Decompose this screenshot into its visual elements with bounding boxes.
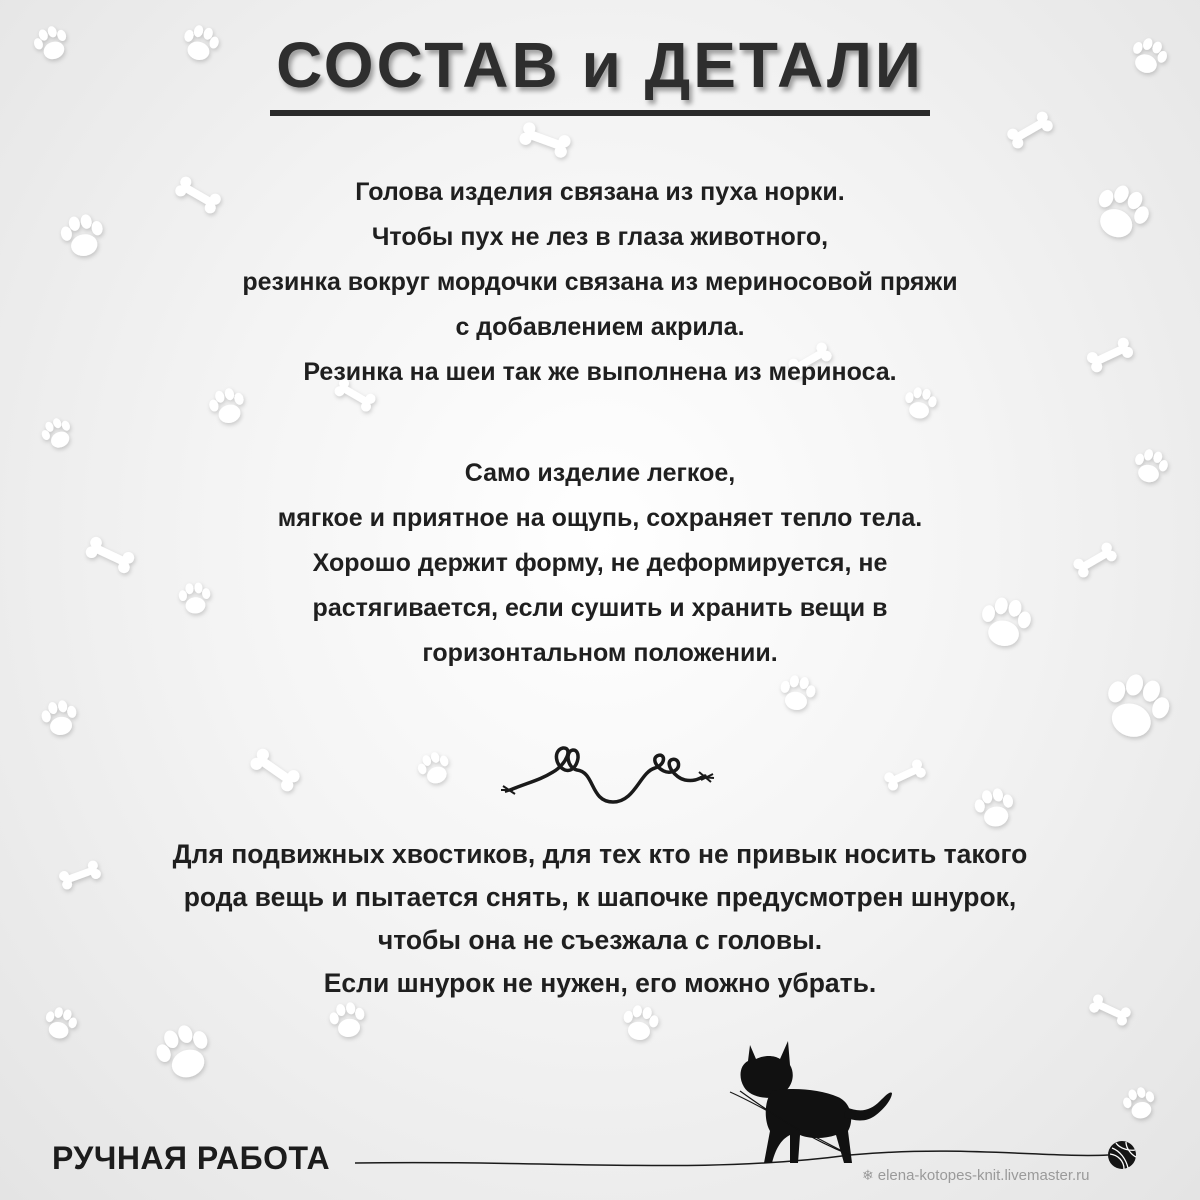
dog-bone-icon — [883, 758, 928, 792]
page-title-container — [0, 28, 1200, 116]
paw-print-icon — [414, 749, 454, 789]
rope-icon — [495, 742, 720, 812]
drawstring-paragraph — [0, 833, 1200, 1005]
cat-silhouette-icon — [720, 1035, 900, 1175]
text-line: рода вещь и пытается снять, к шапочке предусмотрен шнурок, — [183, 882, 1017, 912]
paw-print-icon — [38, 414, 77, 453]
website-url: elena-kotopes-knit.livemaster.ru — [877, 1167, 1090, 1184]
snowflake-icon: ❄ — [862, 1167, 874, 1183]
composition-paragraph — [0, 170, 1200, 395]
properties-paragraph — [0, 451, 1200, 676]
paw-print-icon — [620, 1003, 660, 1043]
paw-print-icon — [41, 1004, 79, 1042]
page-title: СОСТАВ и ДЕТАЛИ — [270, 28, 930, 116]
text-line: Само изделие легкое, — [464, 459, 736, 487]
text-line: чтобы она не съезжала с головы. — [377, 925, 823, 955]
text-line: растягивается, если сушить и хранить вещи в — [312, 594, 888, 622]
dog-bone-icon — [518, 121, 572, 160]
paw-print-icon — [327, 1000, 367, 1040]
paw-print-icon — [39, 698, 79, 738]
yarn-ball-icon — [1106, 1139, 1138, 1171]
website-credit — [862, 1167, 1090, 1184]
text-line: Хорошо держит форму, не деформируется, не — [312, 549, 888, 577]
text-line: Если шнурок не нужен, его можно убрать. — [323, 968, 877, 998]
text-line: Резинка на шеи так же выполнена из мериноса. — [303, 358, 897, 386]
text-line: с добавлением акрила. — [455, 313, 745, 341]
text-line: горизонтальном положении. — [422, 639, 778, 667]
text-line: Голова изделия связана из пуха норки. — [355, 178, 845, 206]
paw-print-icon — [777, 673, 817, 713]
text-line: резинка вокруг мордочки связана из мериносовой пряжи — [242, 268, 958, 296]
paw-print-icon — [972, 786, 1016, 830]
paw-print-icon — [151, 1019, 218, 1085]
text-line: Для подвижных хвостиков, для тех кто не привык носить такого — [172, 839, 1028, 869]
handmade-label: РУЧНАЯ РАБОТА — [52, 1140, 331, 1176]
paw-print-icon — [1120, 1084, 1158, 1122]
paw-print-icon — [1096, 667, 1176, 746]
dog-bone-icon — [248, 746, 302, 793]
text-line: мягкое и приятное на ощупь, сохраняет тепло тела. — [277, 504, 923, 532]
text-line: Чтобы пух не лез в глаза животного, — [371, 223, 829, 251]
